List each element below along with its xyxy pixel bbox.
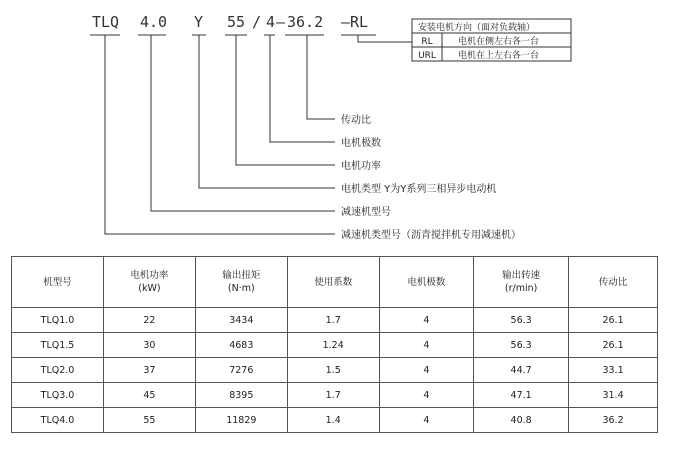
code-series: TLQ — [92, 13, 120, 31]
cell-model: TLQ4.0 — [12, 408, 104, 433]
cell-power: 55 — [104, 408, 196, 433]
cell-torque: 7276 — [195, 358, 287, 383]
label-ratio: 传动比 — [341, 115, 371, 126]
cell-torque: 3434 — [195, 308, 287, 333]
cell-ratio: 26.1 — [569, 333, 658, 358]
cell-ratio: 33.1 — [569, 358, 658, 383]
direction-code-rl: RL — [421, 37, 433, 47]
label-reducer-model: 减速机型号 — [341, 207, 391, 218]
code-poles: 4 — [266, 13, 276, 31]
code-size: 4.0 — [140, 13, 168, 31]
cell-poles: 4 — [379, 333, 474, 358]
cell-power: 37 — [104, 358, 196, 383]
cell-model: TLQ1.5 — [12, 333, 104, 358]
code-slash: / — [252, 13, 262, 31]
cell-speed: 56.3 — [474, 308, 569, 333]
code-motor-type: Y — [194, 13, 204, 31]
direction-note-title: 安装电机方向（面对负载轴） — [418, 23, 536, 33]
cell-speed: 56.3 — [474, 333, 569, 358]
cell-model: TLQ2.0 — [12, 358, 104, 383]
specification-table — [11, 256, 658, 433]
direction-desc-url: 电机在上左右各一台 — [458, 51, 540, 61]
header-service-factor: 使用系数 — [287, 257, 379, 308]
cell-power: 22 — [104, 308, 196, 333]
table-header-row — [12, 257, 658, 308]
cell-poles: 4 — [379, 383, 474, 408]
header-speed: 输出转速 (r/min) — [474, 257, 569, 308]
cell-speed: 44.7 — [474, 358, 569, 383]
cell-power: 45 — [104, 383, 196, 408]
cell-speed: 47.1 — [474, 383, 569, 408]
direction-note-box — [412, 19, 571, 61]
label-motor-type: 电机类型 Y为Y系列三相异步电动机 — [341, 184, 497, 195]
direction-code-url: URL — [418, 51, 436, 61]
cell-ratio: 36.2 — [569, 408, 658, 433]
leader-lines — [105, 35, 412, 234]
cell-model: TLQ1.0 — [12, 308, 104, 333]
cell-speed: 40.8 — [474, 408, 569, 433]
cell-poles: 4 — [379, 308, 474, 333]
cell-model: TLQ3.0 — [12, 383, 104, 408]
cell-poles: 4 — [379, 408, 474, 433]
header-poles: 电机极数 — [379, 257, 474, 308]
label-reducer-type: 减速机类型号（沥青搅拌机专用减速机） — [341, 230, 521, 241]
cell-service-factor: 1.7 — [287, 383, 379, 408]
table-row — [12, 358, 658, 383]
code-direction: –RL — [341, 13, 369, 31]
cell-torque: 8395 — [195, 383, 287, 408]
cell-power: 30 — [104, 333, 196, 358]
header-torque: 输出扭矩 (N·m) — [195, 257, 287, 308]
cell-service-factor: 1.7 — [287, 308, 379, 333]
code-ratio: 36.2 — [287, 13, 324, 31]
cell-service-factor: 1.5 — [287, 358, 379, 383]
cell-torque: 4683 — [195, 333, 287, 358]
code-dash: – — [276, 13, 286, 31]
label-poles: 电机极数 — [341, 138, 381, 149]
table-row — [12, 308, 658, 333]
cell-ratio: 26.1 — [569, 308, 658, 333]
table-row — [12, 408, 658, 433]
header-ratio: 传动比 — [569, 257, 658, 308]
cell-ratio: 31.4 — [569, 383, 658, 408]
header-power: 电机功率 (kW) — [104, 257, 196, 308]
cell-poles: 4 — [379, 358, 474, 383]
table-row — [12, 333, 658, 358]
table-row — [12, 383, 658, 408]
header-model: 机型号 — [12, 257, 104, 308]
cell-torque: 11829 — [195, 408, 287, 433]
cell-service-factor: 1.4 — [287, 408, 379, 433]
label-power: 电机功率 — [341, 161, 381, 172]
direction-desc-rl: 电机在侧左右各一台 — [458, 37, 540, 47]
cell-service-factor: 1.24 — [287, 333, 379, 358]
code-power: 55 — [227, 13, 246, 31]
